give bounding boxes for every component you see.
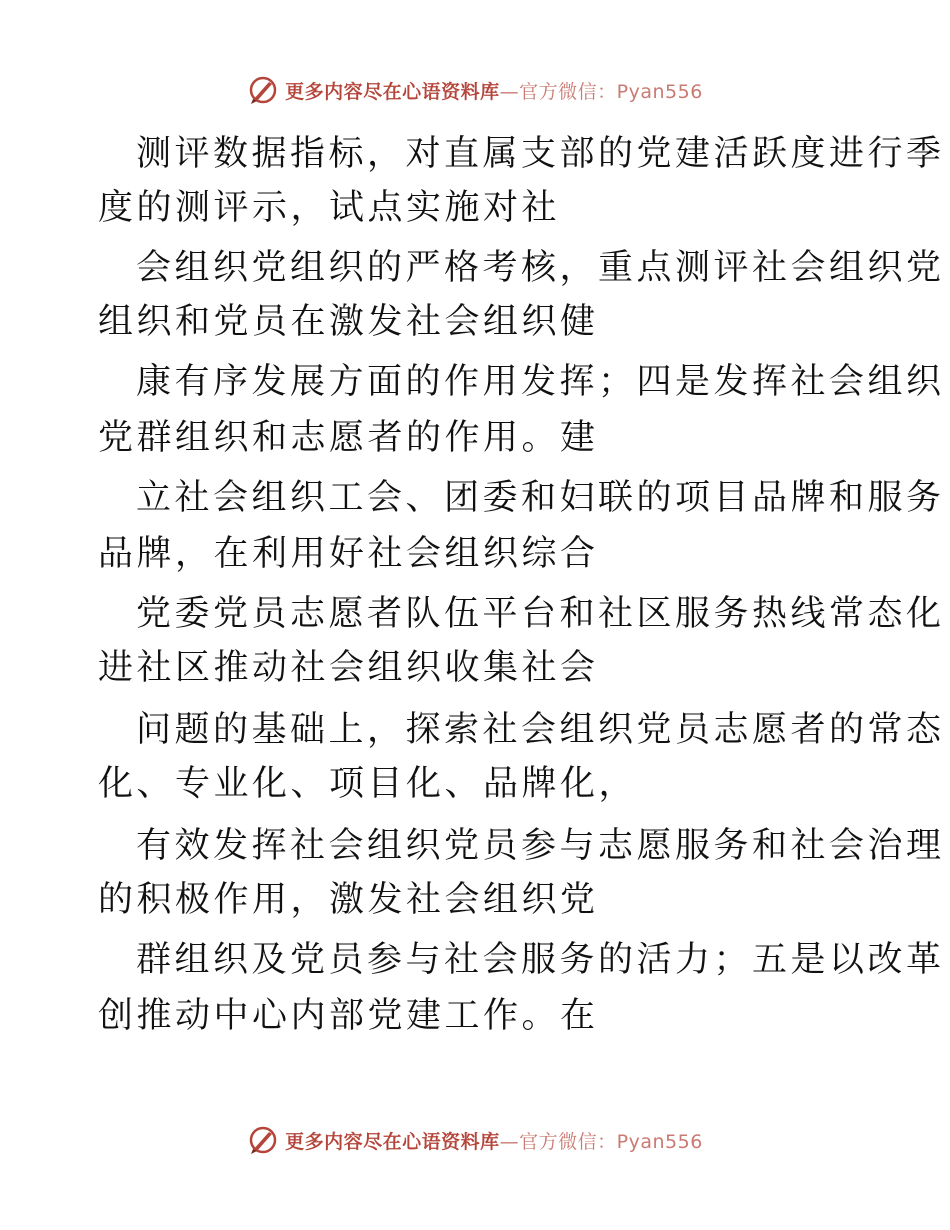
paragraph-line: 党群组织和志愿者的作用。建 [98, 418, 599, 458]
paragraph-line: 康有序发展方面的作用发挥；四是发挥社会组织 [136, 362, 945, 402]
watermark-separator: — [499, 80, 520, 103]
watermark-text [285, 1127, 703, 1154]
paragraph-line: 的积极作用，激发社会组织党 [98, 880, 599, 920]
watermark-text [285, 77, 703, 104]
footer-watermark [0, 1120, 950, 1160]
paragraph-line: 问题的基础上，探索社会组织党员志愿者的常态 [136, 710, 945, 750]
paragraph-line: 群组织及党员参与社会服务的活力；五是以改革 [136, 940, 945, 980]
watermark-main: 更多内容尽在心语资料库 [285, 1130, 500, 1153]
watermark-suffix: 官方微信：Pyan556 [519, 1130, 703, 1153]
paragraph-line: 度的测评示，试点实施对社 [98, 188, 561, 228]
paragraph-line: 品牌，在利用好社会组织综合 [98, 534, 599, 574]
paragraph-line: 有效发挥社会组织党员参与志愿服务和社会治理 [136, 826, 945, 866]
paragraph-line: 立社会组织工会、团委和妇联的项目品牌和服务 [136, 478, 945, 518]
paragraph-line: 化、专业化、项目化、品牌化， [98, 764, 638, 804]
paragraph-line: 组织和党员在激发社会组织健 [98, 302, 599, 342]
paragraph-line: 会组织党组织的严格考核，重点测评社会组织党 [136, 248, 945, 288]
header-watermark [0, 70, 950, 110]
watermark-main: 更多内容尽在心语资料库 [285, 80, 500, 103]
watermark-suffix: 官方微信：Pyan556 [519, 80, 703, 103]
quill-logo-icon [247, 1124, 279, 1156]
quill-logo-icon [247, 74, 279, 106]
paragraph-line: 党委党员志愿者队伍平台和社区服务热线常态化 [136, 594, 945, 634]
paragraph-line: 创推动中心内部党建工作。在 [98, 996, 599, 1036]
watermark-separator: — [499, 1130, 520, 1153]
paragraph-line: 测评数据指标，对直属支部的党建活跃度进行季 [136, 134, 945, 174]
paragraph-line: 进社区推动社会组织收集社会 [98, 648, 599, 688]
